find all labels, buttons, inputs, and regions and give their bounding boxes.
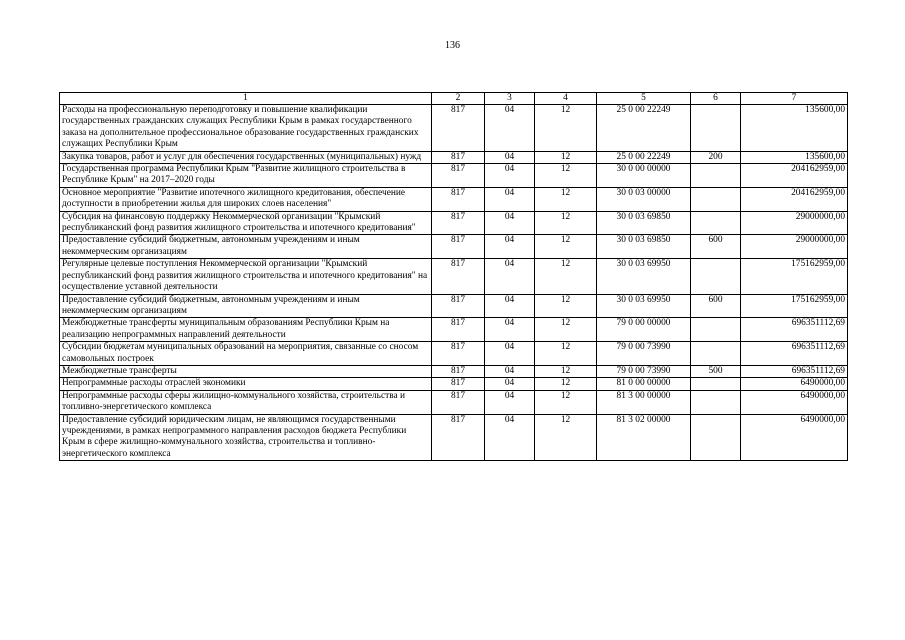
table-header — [60, 93, 848, 105]
expense-name-cell: Предоставление субсидий бюджетным, автономным учреждениям и иным некоммерческим организациям — [60, 294, 432, 318]
ministry-code-cell: 817 — [432, 151, 485, 163]
expense-name-cell: Государственная программа Республики Крым "Развитие жилищного строительства в Республике Крым" на 2017–2020 годы — [60, 164, 432, 188]
target-article-cell: 79 0 00 73990 — [597, 365, 691, 377]
expense-name-cell: Расходы на профессиональную переподготовку и повышение квалификации государственных гражданских служащих Республики Крым в рамках государственного заказа на дополнительное профессиональное образование государственных гражданских служащих Республики Крым — [60, 105, 432, 152]
amount-cell: 175162959,00 — [741, 294, 848, 318]
expense-name-cell: Межбюджетные трансферты — [60, 365, 432, 377]
header-col-5: 5 — [597, 93, 691, 105]
target-article-cell: 81 0 00 00000 — [597, 378, 691, 390]
ministry-code-cell: 817 — [432, 414, 485, 461]
expense-name-cell: Межбюджетные трансферты муниципальным образованиям Республики Крым на реализацию непрограммных направлений деятельности — [60, 318, 432, 342]
expense-type-cell — [691, 390, 741, 414]
table-row — [60, 390, 848, 414]
target-article-cell: 30 0 03 69850 — [597, 235, 691, 259]
expense-name-cell: Непрограммные расходы отраслей экономики — [60, 378, 432, 390]
header-col-4: 4 — [535, 93, 597, 105]
header-col-6: 6 — [691, 93, 741, 105]
section-code-cell: 04 — [485, 259, 535, 294]
table-row — [60, 365, 848, 377]
section-code-cell: 04 — [485, 365, 535, 377]
amount-cell: 29000000,00 — [741, 235, 848, 259]
section-code-cell: 04 — [485, 235, 535, 259]
expense-name-cell: Предоставление субсидий бюджетным, автономным учреждениям и иным некоммерческим организациям — [60, 235, 432, 259]
subsection-code-cell: 12 — [535, 235, 597, 259]
amount-cell: 6490000,00 — [741, 390, 848, 414]
amount-cell: 135600,00 — [741, 105, 848, 152]
target-article-cell: 30 0 03 69950 — [597, 294, 691, 318]
expense-type-cell — [691, 105, 741, 152]
subsection-code-cell: 12 — [535, 187, 597, 211]
amount-cell: 175162959,00 — [741, 259, 848, 294]
table-row — [60, 105, 848, 152]
ministry-code-cell: 817 — [432, 378, 485, 390]
ministry-code-cell: 817 — [432, 294, 485, 318]
target-article-cell: 30 0 00 00000 — [597, 164, 691, 188]
table-row — [60, 318, 848, 342]
amount-cell: 204162959,00 — [741, 164, 848, 188]
header-col-2: 2 — [432, 93, 485, 105]
table-row — [60, 187, 848, 211]
section-code-cell: 04 — [485, 211, 535, 235]
ministry-code-cell: 817 — [432, 187, 485, 211]
table-row — [60, 294, 848, 318]
header-col-1: 1 — [60, 93, 432, 105]
section-code-cell: 04 — [485, 318, 535, 342]
target-article-cell: 30 0 03 00000 — [597, 187, 691, 211]
header-row — [60, 93, 848, 105]
table-row — [60, 378, 848, 390]
section-code-cell: 04 — [485, 414, 535, 461]
target-article-cell: 81 3 02 00000 — [597, 414, 691, 461]
target-article-cell: 81 3 00 00000 — [597, 390, 691, 414]
amount-cell: 696351112,69 — [741, 318, 848, 342]
expense-name-cell: Субсидии бюджетам муниципальных образований на мероприятия, связанные со сносом самовольных построек — [60, 342, 432, 366]
expense-name-cell: Субсидия на финансовую поддержку Некоммерческой организации "Крымский республиканский фонд развития жилищного строительства и ипотечного кредитования" — [60, 211, 432, 235]
target-article-cell: 25 0 00 22249 — [597, 105, 691, 152]
ministry-code-cell: 817 — [432, 164, 485, 188]
expense-name-cell: Регулярные целевые поступления Некоммерческой организации "Крымский республиканский фонд развития жилищного строительства и ипотечного кредитования" на осуществление уставной деятельности — [60, 259, 432, 294]
ministry-code-cell: 817 — [432, 211, 485, 235]
table-row — [60, 259, 848, 294]
subsection-code-cell: 12 — [535, 211, 597, 235]
expense-type-cell: 600 — [691, 294, 741, 318]
amount-cell: 135600,00 — [741, 151, 848, 163]
target-article-cell: 25 0 00 22249 — [597, 151, 691, 163]
target-article-cell: 30 0 03 69850 — [597, 211, 691, 235]
expense-name-cell: Закупка товаров, работ и услуг для обеспечения государственных (муниципальных) нужд — [60, 151, 432, 163]
expense-type-cell — [691, 414, 741, 461]
target-article-cell: 79 0 00 73990 — [597, 342, 691, 366]
expense-type-cell: 500 — [691, 365, 741, 377]
ministry-code-cell: 817 — [432, 342, 485, 366]
subsection-code-cell: 12 — [535, 164, 597, 188]
subsection-code-cell: 12 — [535, 151, 597, 163]
expense-type-cell — [691, 318, 741, 342]
section-code-cell: 04 — [485, 151, 535, 163]
subsection-code-cell: 12 — [535, 342, 597, 366]
table-row — [60, 414, 848, 461]
amount-cell: 6490000,00 — [741, 378, 848, 390]
section-code-cell: 04 — [485, 294, 535, 318]
section-code-cell: 04 — [485, 342, 535, 366]
subsection-code-cell: 12 — [535, 105, 597, 152]
expense-type-cell — [691, 187, 741, 211]
amount-cell: 29000000,00 — [741, 211, 848, 235]
expense-type-cell — [691, 259, 741, 294]
table-row — [60, 211, 848, 235]
section-code-cell: 04 — [485, 187, 535, 211]
ministry-code-cell: 817 — [432, 235, 485, 259]
section-code-cell: 04 — [485, 105, 535, 152]
subsection-code-cell: 12 — [535, 259, 597, 294]
ministry-code-cell: 817 — [432, 105, 485, 152]
expense-type-cell — [691, 378, 741, 390]
ministry-code-cell: 817 — [432, 390, 485, 414]
subsection-code-cell: 12 — [535, 414, 597, 461]
expense-name-cell: Предоставление субсидий юридическим лицам, не являющимся государственными учреждениями, в рамках непрограммного направления расходов бюджета Республики Крым в сфере жилищно-коммунального хозяйства, строительства и топливно-энергетического комплекса — [60, 414, 432, 461]
header-col-7: 7 — [741, 93, 848, 105]
amount-cell: 696351112,69 — [741, 365, 848, 377]
budget-table — [59, 92, 848, 461]
subsection-code-cell: 12 — [535, 318, 597, 342]
section-code-cell: 04 — [485, 390, 535, 414]
expense-type-cell: 200 — [691, 151, 741, 163]
amount-cell: 696351112,69 — [741, 342, 848, 366]
table-row — [60, 342, 848, 366]
page-number: 136 — [445, 40, 460, 51]
expense-type-cell — [691, 211, 741, 235]
table-row — [60, 235, 848, 259]
section-code-cell: 04 — [485, 164, 535, 188]
amount-cell: 204162959,00 — [741, 187, 848, 211]
target-article-cell: 30 0 03 69950 — [597, 259, 691, 294]
expense-name-cell: Непрограммные расходы сферы жилищно-коммунального хозяйства, строительства и топливно-энергетического комплекса — [60, 390, 432, 414]
expense-type-cell — [691, 342, 741, 366]
table-row — [60, 164, 848, 188]
ministry-code-cell: 817 — [432, 365, 485, 377]
subsection-code-cell: 12 — [535, 365, 597, 377]
section-code-cell: 04 — [485, 378, 535, 390]
subsection-code-cell: 12 — [535, 378, 597, 390]
expense-name-cell: Основное мероприятие "Развитие ипотечного жилищного кредитования, обеспечение доступности в приобретении жилья для широких слоев населения" — [60, 187, 432, 211]
header-col-3: 3 — [485, 93, 535, 105]
expense-type-cell — [691, 164, 741, 188]
table-row — [60, 151, 848, 163]
expense-type-cell: 600 — [691, 235, 741, 259]
subsection-code-cell: 12 — [535, 294, 597, 318]
ministry-code-cell: 817 — [432, 259, 485, 294]
target-article-cell: 79 0 00 00000 — [597, 318, 691, 342]
ministry-code-cell: 817 — [432, 318, 485, 342]
amount-cell: 6490000,00 — [741, 414, 848, 461]
subsection-code-cell: 12 — [535, 390, 597, 414]
table-body — [60, 105, 848, 461]
